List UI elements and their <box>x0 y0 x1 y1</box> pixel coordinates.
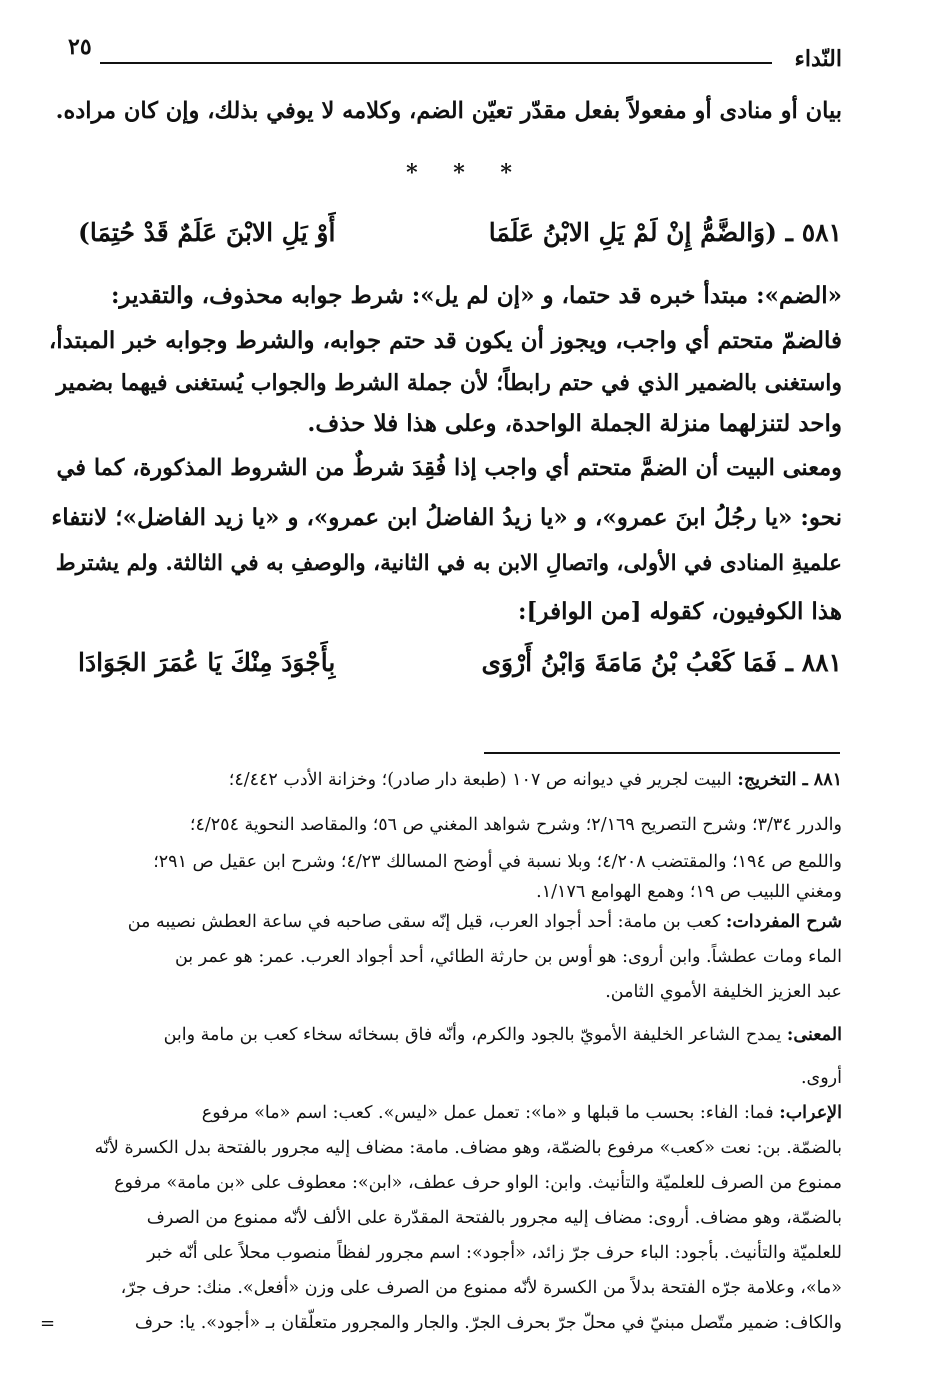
mufradat-label: شرح المفردات: <box>725 912 842 932</box>
verse-581-first-hemistich: ٥٨١ ـ (وَالضَّمُّ إِنْ لَمْ يَلِ الابْنُ عَلَمَا <box>488 218 842 247</box>
verse-881-second-hemistich: بِأَجْوَدَ مِنْكَ يَا عُمَرَ الجَوَادَا <box>78 648 336 677</box>
para1-line-2: فالضمّ متحتم أي واجب، ويجوز أن يكون قد حتم جوابه، والشرط وجوابه خبر المبتدأ، <box>48 327 842 354</box>
footnote-mufradat-line-1: شرح المفردات: كعب بن مامة: أحد أجواد العرب، قيل إنّه سقى صاحبه في ساعة العطش نصيبه من <box>127 912 842 932</box>
para1-line-4: واحد لتنزلهما منزلة الجملة الواحدة، وعلى هذا فلا حذف. <box>307 410 842 437</box>
footnote-mufradat-line-3: عبد العزيز الخليفة الأموي الثامن. <box>605 982 842 1002</box>
intro-line: بيان أو منادى أو مفعولاً بفعل مقدّر تعيّن الضم، وكلامه لا يوفي بذلك، وإن كان مراده. <box>55 98 842 124</box>
footnote-irab-line-3: ممنوع من الصرف للعلميّة والتأنيث. وابن: الواو حرف عطف، «ابن»: معطوف على «بن مامة» مرفوع <box>114 1173 842 1193</box>
para2-line-3: علميةِ المنادى في الأولى، واتصالِ الابن به في الثانية، والوصفِ به في الثالثة. ولم يشترط <box>55 551 842 576</box>
irab-label: الإعراب: <box>779 1103 842 1123</box>
footnote-takhrij-line-2: والدرر ٣/٣٤؛ وشرح التصريح ٢/١٦٩؛ وشرح شواهد المغني ص ٥٦؛ والمقاصد النحوية ٤/٢٥٤؛ <box>189 815 842 835</box>
footnote-irab-line-4: بالضمّة، وهو مضاف. أروى: مضاف إليه مجرور بالفتحة المقدّرة على الألف لأنّه ممنوع من الصرف <box>146 1208 842 1228</box>
para1-line-1: «الضم»: مبتدأ خبره قد حتما، و «إن لم يل»: شرط جوابه محذوف، والتقدير: <box>110 282 842 309</box>
footnote-takhrij-line-1: ٨٨١ ـ التخريج: البيت لجرير في ديوانه ص ١٠٧ (طبعة دار صادر)؛ وخزانة الأدب ٤/٤٤٢؛ <box>228 770 842 790</box>
page-number: ٢٥ <box>68 34 92 60</box>
footnote-irab-line-2: بالضمّة. بن: نعت «كعب» مرفوع بالضمّة، وهو مضاف. مامة: مضاف إليه مجرور بالفتحة بدل الكسرة لأنّه <box>94 1138 842 1158</box>
section-separator: * * * <box>406 160 526 186</box>
footnote-irab-line-6: «ما»، وعلامة جرّه الفتحة بدلاً من الكسرة لأنّه ممنوع من الصرف على وزن «أفعل». منك: حرف جرّ، <box>120 1278 842 1298</box>
continuation-mark: = <box>40 1313 56 1334</box>
verse-581-second-hemistich: أَوْ يَلِ الابْنَ عَلَمٌ قَدْ حُتِمَا) <box>78 218 336 247</box>
chapter-title: النّداء <box>794 46 842 72</box>
footnote-irab-line-5: للعلميّة والتأنيث. بأجود: الباء حرف جرّ زائد، «أجود»: اسم مجرور لفظاً منصوب محلاً على أنّه خبر <box>147 1243 842 1263</box>
footnote-mufradat-line-2: الماء ومات عطشاً. وابن أروى: هو أوس بن حارثة الطائي، أحد أجواد العرب. عمر: هو عمر بن <box>174 947 842 967</box>
para2-line-2: نحو: «يا رجُلُ ابنَ عمرو»، و «يا زيدُ الفاضلُ ابن عمرو»، و «يا زيد الفاضل»؛ لانتفاء <box>51 504 842 531</box>
verse-881-first-hemistich: ٨٨١ ـ فَمَا كَعْبُ بْنُ مَامَةَ وَابْنُ أَرْوَى <box>481 648 842 677</box>
footnote-irab-line-1: الإعراب: فما: الفاء: بحسب ما قبلها و «ما»: تعمل عمل «ليس». كعب: اسم «ما» مرفوع <box>201 1103 842 1123</box>
footnote-maana-line-1: المعنى: يمدح الشاعر الخليفة الأمويّ بالجود والكرم، وأنّه فاق بسخائه سخاء كعب بن مامة وابن <box>163 1025 842 1045</box>
maana-label: المعنى: <box>786 1025 842 1045</box>
footnote-takhrij-line-3: واللمع ص ١٩٤؛ والمقتضب ٤/٢٠٨؛ وبلا نسبة في أوضح المسالك ٤/٢٣؛ وشرح ابن عقيل ص ٢٩١؛ <box>153 852 842 872</box>
para1-line-3: واستغنى بالضمير الذي في حتم رابطاً؛ لأن جملة الشرط والجواب يُستغنى فيهما بضمير <box>56 370 842 396</box>
para2-line-1: ومعنى البيت أن الضمَّ متحتم أي واجب إذا فُقِدَ شرطٌ من الشروط المذكورة، كما في <box>56 455 842 481</box>
header-rule <box>100 62 772 64</box>
footnote-rule <box>484 752 840 754</box>
takhrij-label: ٨٨١ ـ التخريج: <box>737 770 842 790</box>
para2-line-4: هذا الكوفيون، كقوله [من الوافر]: <box>518 598 842 625</box>
footnote-maana-line-2: أروى. <box>800 1068 842 1088</box>
footnote-irab-line-7: والكاف: ضمير متّصل مبنيّ في محلّ جرّ بحرف الجرّ. والجار والمجرور متعلّقان بـ «أجود». يا: حرف <box>134 1313 842 1333</box>
footnote-takhrij-line-4: ومغني اللبيب ص ١٩؛ وهمع الهوامع ١/١٧٦. <box>536 882 842 902</box>
